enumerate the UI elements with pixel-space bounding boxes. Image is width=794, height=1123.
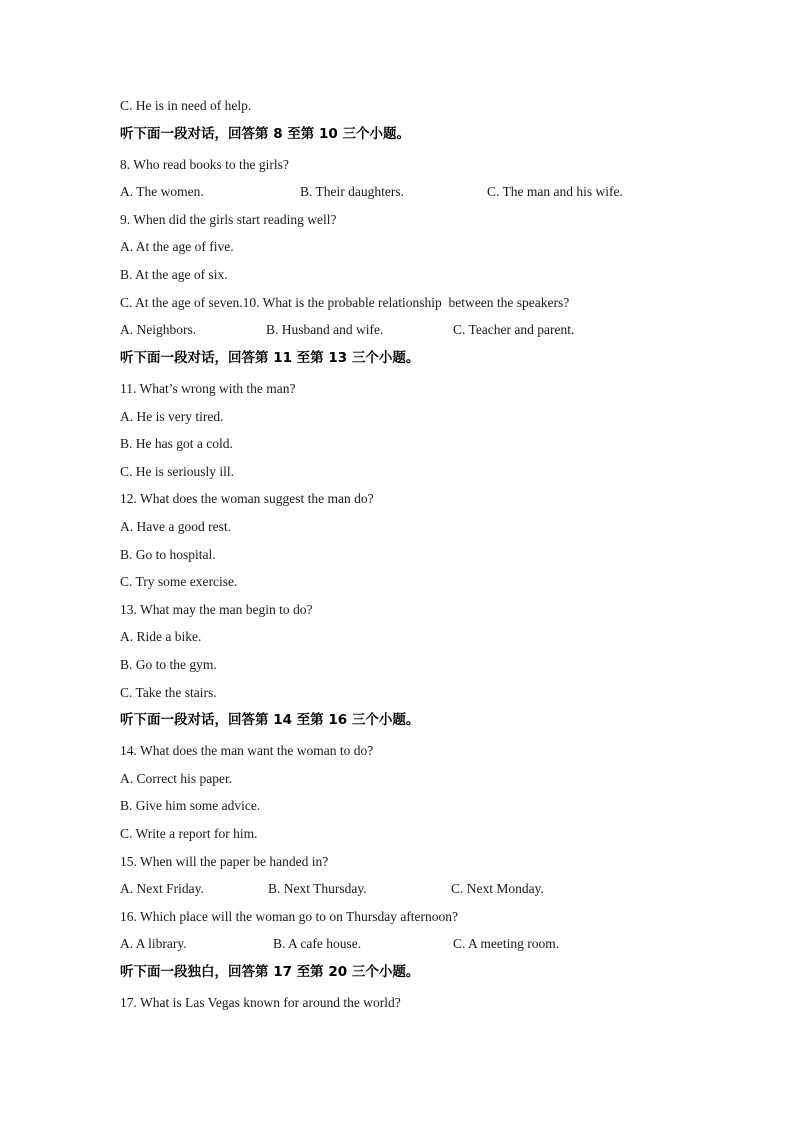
answer-option: C. He is in need of help. [120, 98, 252, 113]
answer-option: B. At the age of six. [120, 267, 228, 282]
answer-option: C. At the age of seven.10. What is the probable relationship between the speakers? [120, 295, 570, 310]
section-heading: 听下面一段对话，回答第 11 至第 13 三个小题。 [120, 350, 420, 366]
answer-option: A. Neighbors. [120, 322, 197, 337]
question-text: 8. Who read books to the girls? [120, 157, 289, 172]
question-text: 13. What may the man begin to do? [120, 602, 313, 617]
answer-option: A. He is very tired. [120, 409, 224, 424]
answer-option: B. Go to the gym. [120, 657, 217, 672]
answer-option: C. Try some exercise. [120, 574, 238, 589]
answer-option: A. At the age of five. [120, 239, 234, 254]
answer-option: C. He is seriously ill. [120, 464, 234, 479]
answer-option: A. A library. [120, 936, 187, 951]
question-text: 16. Which place will the woman go to on Thursday afternoon? [120, 909, 459, 924]
question-text: 14. What does the man want the woman to do? [120, 743, 374, 758]
answer-option: B. Give him some advice. [120, 798, 261, 813]
answer-option: A. Ride a bike. [120, 629, 202, 644]
answer-option: C. Next Monday. [451, 881, 544, 896]
answer-option: A. Have a good rest. [120, 519, 231, 534]
question-text: 15. When will the paper be handed in? [120, 854, 329, 869]
answer-option: A. Correct his paper. [120, 771, 233, 786]
answer-option: C. A meeting room. [453, 936, 560, 951]
answer-option: C. Teacher and parent. [453, 322, 575, 337]
answer-option: A. The women. [120, 184, 204, 199]
answer-option: C. Take the stairs. [120, 685, 217, 700]
question-text: 9. When did the girls start reading well? [120, 212, 337, 227]
answer-option: B. A cafe house. [273, 936, 362, 951]
question-text: 12. What does the woman suggest the man do? [120, 491, 374, 506]
answer-option: B. Go to hospital. [120, 547, 216, 562]
answer-option: B. Their daughters. [300, 184, 404, 199]
question-text: 17. What is Las Vegas known for around the world? [120, 995, 401, 1010]
answer-option: C. The man and his wife. [487, 184, 623, 199]
section-heading: 听下面一段独白，回答第 17 至第 20 三个小题。 [120, 964, 420, 980]
answer-option: C. Write a report for him. [120, 826, 258, 841]
section-heading: 听下面一段对话，回答第 8 至第 10 三个小题。 [120, 126, 410, 142]
answer-option: B. He has got a cold. [120, 436, 233, 451]
section-heading: 听下面一段对话，回答第 14 至第 16 三个小题。 [120, 712, 420, 728]
answer-option: A. Next Friday. [120, 881, 204, 896]
question-text: 11. What’s wrong with the man? [120, 381, 296, 396]
answer-option: B. Next Thursday. [268, 881, 367, 896]
answer-option: B. Husband and wife. [266, 322, 384, 337]
